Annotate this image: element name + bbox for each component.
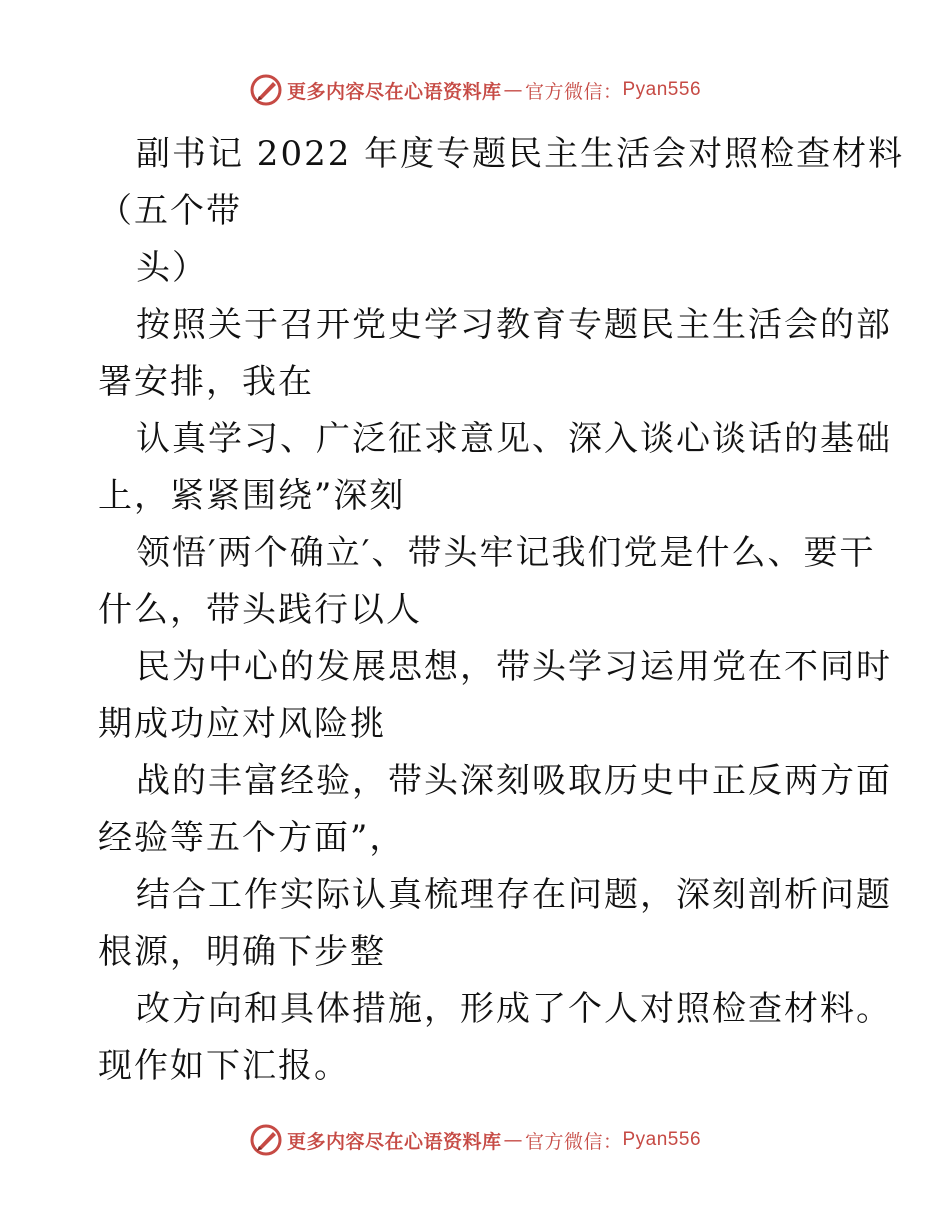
text-line: 结合工作实际认真梳理存在问题，深刻剖析问题 bbox=[136, 875, 892, 915]
text-line: 战的丰富经验，带头深刻吸取历史中正反两方面 bbox=[136, 761, 892, 801]
text-line: 改方向和具体措施，形成了个人对照检查材料。 bbox=[136, 989, 892, 1029]
document-title bbox=[98, 126, 905, 297]
quill-pen-logo-icon bbox=[249, 73, 283, 107]
title-line: （五个带 bbox=[98, 191, 242, 231]
text-line: 署安排，我在 bbox=[98, 362, 314, 402]
text-line: 按照关于召开党史学习教育专题民主生活会的部 bbox=[136, 305, 892, 345]
library-text: 更多内容尽在心语资料库 bbox=[286, 80, 502, 103]
document-body bbox=[98, 126, 905, 1095]
footer-watermark bbox=[0, 1120, 950, 1160]
text-line: 上，紧紧围绕”深刻 bbox=[98, 476, 406, 516]
wechat-label: 官方微信： bbox=[524, 1130, 623, 1153]
text-line: 期成功应对风险挑 bbox=[98, 704, 386, 744]
title-line: 头） bbox=[136, 248, 208, 288]
title-line: 副书记 2022 年度专题民主生活会对照检查材料 bbox=[136, 134, 905, 174]
intro-paragraph bbox=[98, 297, 892, 1095]
wechat-id: Pyan556 bbox=[622, 1129, 702, 1150]
text-line: 什么，带头践行以人 bbox=[98, 590, 422, 630]
library-text: 更多内容尽在心语资料库 bbox=[286, 1130, 502, 1153]
text-line: 领悟′两个确立′、带头牢记我们党是什么、要干 bbox=[136, 533, 876, 573]
wechat-id: Pyan556 bbox=[622, 79, 702, 100]
text-line: 现作如下汇报。 bbox=[98, 1046, 350, 1086]
header-watermark bbox=[0, 70, 950, 110]
separator: — bbox=[503, 1129, 523, 1151]
text-line: 认真学习、广泛征求意见、深入谈心谈话的基础 bbox=[136, 419, 892, 459]
quill-pen-logo-icon bbox=[249, 1123, 283, 1157]
separator: — bbox=[503, 79, 523, 101]
wechat-label: 官方微信： bbox=[524, 80, 623, 103]
text-line: 民为中心的发展思想，带头学习运用党在不同时 bbox=[136, 647, 892, 687]
text-line: 根源，明确下步整 bbox=[98, 932, 386, 972]
text-line: 经验等五个方面”， bbox=[98, 818, 406, 858]
